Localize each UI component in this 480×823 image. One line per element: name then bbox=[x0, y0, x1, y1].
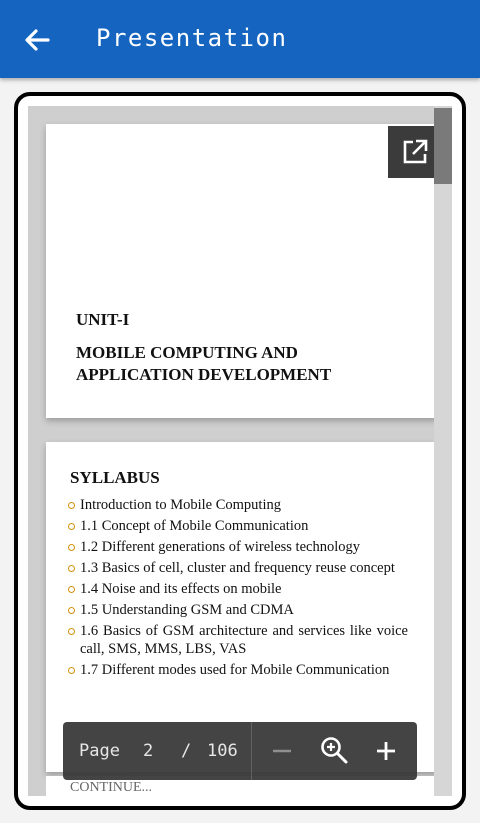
list-item: 1.6 Basics of GSM architecture and services like voice call, SMS, MMS, LBS, VAS bbox=[68, 622, 408, 658]
zoom-in-button[interactable] bbox=[371, 736, 401, 766]
continue-text: CONTINUE... bbox=[70, 780, 153, 795]
toolbar-divider bbox=[251, 722, 252, 780]
scrollbar-thumb[interactable] bbox=[434, 108, 452, 184]
current-page-number[interactable]: 2 bbox=[143, 741, 154, 761]
app-bar bbox=[0, 0, 480, 78]
list-item: 1.3 Basics of cell, cluster and frequency reuse concept bbox=[68, 559, 408, 577]
list-item: 1.1 Concept of Mobile Communication bbox=[68, 517, 408, 535]
plus-icon bbox=[374, 739, 398, 763]
page-toolbar bbox=[63, 722, 417, 780]
zoom-button[interactable] bbox=[319, 735, 349, 765]
heading-line-2: APPLICATION DEVELOPMENT bbox=[76, 365, 332, 384]
back-arrow-icon[interactable] bbox=[22, 25, 52, 55]
page-separator: / bbox=[181, 741, 192, 761]
list-item: Introduction to Mobile Computing bbox=[68, 496, 408, 514]
total-pages: 106 bbox=[207, 741, 238, 761]
unit-label: UNIT-I bbox=[76, 310, 130, 329]
syllabus-list bbox=[68, 496, 408, 682]
heading-line-1: MOBILE COMPUTING AND bbox=[76, 343, 298, 362]
pdf-page-1 bbox=[46, 124, 438, 418]
page-label: Page bbox=[79, 741, 120, 761]
list-item: 1.5 Understanding GSM and CDMA bbox=[68, 601, 408, 619]
minus-icon bbox=[270, 739, 294, 763]
open-in-new-icon bbox=[401, 138, 429, 166]
app-title: Presentation bbox=[96, 24, 288, 52]
list-item: 1.7 Different modes used for Mobile Communication bbox=[68, 661, 408, 679]
scrollbar[interactable] bbox=[434, 106, 452, 796]
document-frame bbox=[14, 92, 466, 810]
zoom-in-icon bbox=[319, 735, 349, 765]
unit-heading bbox=[76, 342, 416, 386]
syllabus-title: SYLLABUS bbox=[70, 468, 160, 487]
zoom-out-button[interactable] bbox=[267, 736, 297, 766]
list-item: 1.2 Different generations of wireless technology bbox=[68, 538, 408, 556]
list-item: 1.4 Noise and its effects on mobile bbox=[68, 580, 408, 598]
pdf-viewer[interactable] bbox=[28, 106, 452, 796]
